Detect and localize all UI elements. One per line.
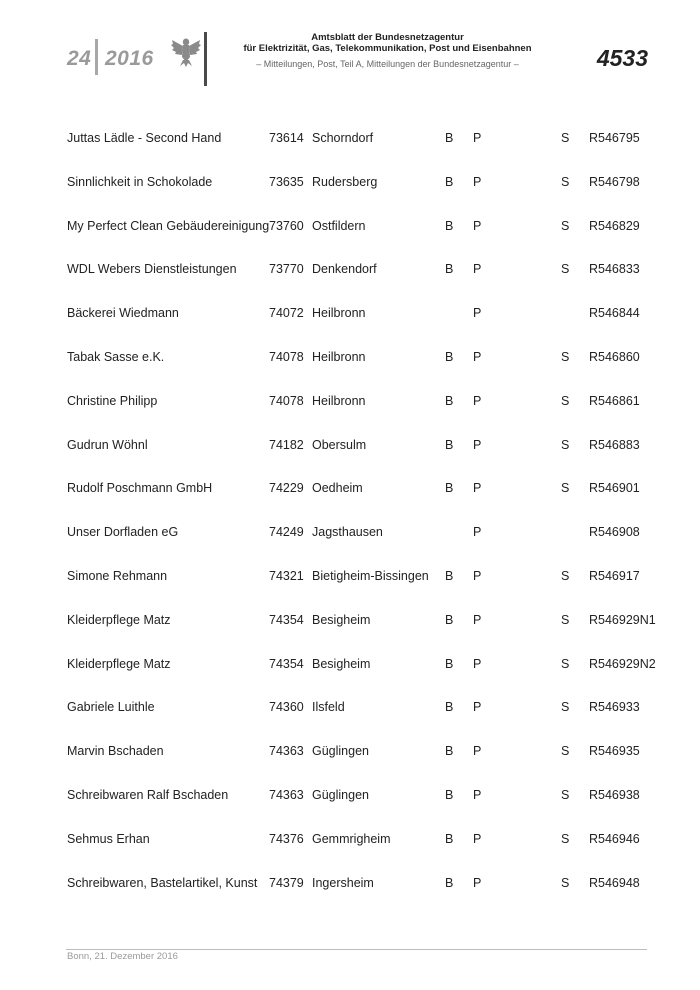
flag-b-cell: B xyxy=(445,262,454,277)
flag-p-cell: P xyxy=(473,788,482,802)
postal-code-cell: 73770 xyxy=(269,262,304,277)
table-row xyxy=(0,438,700,454)
postal-code-cell: 74363 xyxy=(269,744,304,759)
city-cell: Güglingen xyxy=(312,788,369,802)
postal-code-cell: 74354 xyxy=(269,656,304,671)
flag-s-cell: S xyxy=(561,656,570,671)
company-name-cell: Sinnlichkeit in Schokolade xyxy=(67,174,213,189)
table-row xyxy=(0,788,700,804)
flag-p-cell: P xyxy=(473,262,482,277)
flag-s-cell: S xyxy=(561,262,570,277)
issue-divider xyxy=(95,39,98,75)
flag-p-cell: P xyxy=(473,744,482,759)
company-name-cell: Sehmus Erhan xyxy=(67,831,150,846)
company-name-cell: Simone Rehmann xyxy=(67,569,168,583)
registration-number-cell: R546833 xyxy=(589,262,640,277)
city-cell: Obersulm xyxy=(312,437,367,452)
company-name-cell: Schreibwaren Ralf Bschaden xyxy=(67,788,229,802)
table-row xyxy=(0,876,700,892)
registration-number-cell: R546935 xyxy=(589,744,640,759)
flag-p-cell: P xyxy=(473,700,482,715)
postal-code-cell: 74182 xyxy=(269,437,304,452)
company-name-cell: Kleiderpflege Matz xyxy=(67,612,171,627)
flag-b-cell: B xyxy=(445,350,454,364)
flag-p-cell: P xyxy=(473,437,482,452)
city-cell: Gemmrigheim xyxy=(312,831,391,846)
flag-b-cell: B xyxy=(445,788,454,802)
header-divider xyxy=(204,32,207,86)
postal-code-cell: 74363 xyxy=(269,788,304,802)
flag-s-cell: S xyxy=(561,437,570,452)
flag-b-cell: B xyxy=(445,831,454,846)
table-row xyxy=(0,744,700,760)
flag-s-cell: S xyxy=(561,481,570,496)
flag-p-cell: P xyxy=(473,306,482,321)
registration-number-cell: R546795 xyxy=(589,131,640,145)
city-cell: Bietigheim-Bissingen xyxy=(312,569,429,583)
city-cell: Heilbronn xyxy=(312,393,366,408)
postal-code-cell: 74249 xyxy=(269,525,304,540)
flag-s-cell: S xyxy=(561,744,570,759)
city-cell: Rudersberg xyxy=(312,174,378,189)
postal-code-cell: 73614 xyxy=(269,131,304,145)
flag-b-cell: B xyxy=(445,612,454,627)
flag-s-cell: S xyxy=(561,393,570,408)
table-row xyxy=(0,175,700,191)
registration-number-cell: R546929N1 xyxy=(589,612,656,627)
city-cell: Jagsthausen xyxy=(312,525,383,540)
flag-b-cell: B xyxy=(445,131,454,145)
flag-p-cell: P xyxy=(473,612,482,627)
registration-number-cell: R546946 xyxy=(589,831,640,846)
flag-b-cell: B xyxy=(445,700,454,715)
city-cell: Güglingen xyxy=(312,744,369,759)
registration-number-cell: R546929N2 xyxy=(589,656,656,671)
flag-s-cell: S xyxy=(561,569,570,583)
registration-number-cell: R546917 xyxy=(589,569,640,583)
flag-p-cell: P xyxy=(473,393,482,408)
city-cell: Ostfildern xyxy=(312,218,366,233)
registration-number-cell: R546933 xyxy=(589,700,640,715)
flag-b-cell: B xyxy=(445,437,454,452)
flag-p-cell: P xyxy=(473,831,482,846)
company-name-cell: Rudolf Poschmann GmbH xyxy=(67,481,213,496)
registration-number-cell: R546908 xyxy=(589,525,640,540)
flag-s-cell: S xyxy=(561,831,570,846)
company-name-cell: Schreibwaren, Bastelartikel, Kunst xyxy=(67,875,258,890)
table-row xyxy=(0,131,700,147)
company-name-cell: Tabak Sasse e.K. xyxy=(67,350,165,364)
table-row xyxy=(0,350,700,366)
registration-number-cell: R546883 xyxy=(589,437,640,452)
table-row xyxy=(0,657,700,673)
registration-number-cell: R546798 xyxy=(589,174,640,189)
company-name-cell: Unser Dorfladen eG xyxy=(67,525,179,540)
company-name-cell: Christine Philipp xyxy=(67,393,158,408)
flag-p-cell: P xyxy=(473,569,482,583)
table-row xyxy=(0,569,700,585)
flag-s-cell: S xyxy=(561,700,570,715)
flag-p-cell: P xyxy=(473,174,482,189)
company-name-cell: Marvin Bschaden xyxy=(67,744,164,759)
registration-number-cell: R546948 xyxy=(589,875,640,890)
flag-b-cell: B xyxy=(445,393,454,408)
registration-number-cell: R546901 xyxy=(589,481,640,496)
flag-s-cell: S xyxy=(561,174,570,189)
postal-code-cell: 73760 xyxy=(269,218,304,233)
registration-number-cell: R546861 xyxy=(589,393,640,408)
city-cell: Heilbronn xyxy=(312,350,366,364)
flag-p-cell: P xyxy=(473,131,482,145)
city-cell: Ingersheim xyxy=(312,875,374,890)
gazette-subtitle: – Mitteilungen, Post, Teil A, Mitteilungen der Bundesnetzagentur – xyxy=(256,59,519,69)
table-row xyxy=(0,219,700,235)
gazette-title: Amtsblatt der Bundesnetzagentur xyxy=(311,32,464,43)
flag-b-cell: B xyxy=(445,744,454,759)
city-cell: Besigheim xyxy=(312,612,371,627)
flag-p-cell: P xyxy=(473,218,482,233)
table-row xyxy=(0,262,700,278)
flag-p-cell: P xyxy=(473,875,482,890)
federal-eagle-icon xyxy=(170,33,202,67)
flag-s-cell: S xyxy=(561,350,570,364)
company-name-cell: Kleiderpflege Matz xyxy=(67,656,171,671)
flag-b-cell: B xyxy=(445,656,454,671)
city-cell: Ilsfeld xyxy=(312,700,345,715)
company-name-cell: Juttas Lädle - Second Hand xyxy=(67,131,222,145)
postal-code-cell: 73635 xyxy=(269,174,304,189)
company-name-cell: WDL Webers Dienstleistungen xyxy=(67,262,237,277)
issue-year: 2016 xyxy=(105,47,154,70)
table-row xyxy=(0,306,700,322)
page-number: 4533 xyxy=(596,45,648,71)
table-row xyxy=(0,613,700,629)
table-row xyxy=(0,700,700,716)
footer-date: Bonn, 21. Dezember 2016 xyxy=(67,951,178,962)
flag-b-cell: B xyxy=(445,481,454,496)
postal-code-cell: 74321 xyxy=(269,569,304,583)
city-cell: Besigheim xyxy=(312,656,371,671)
issue-number: 24 xyxy=(67,47,92,70)
postal-code-cell: 74379 xyxy=(269,875,304,890)
registration-number-cell: R546844 xyxy=(589,306,640,321)
postal-code-cell: 74360 xyxy=(269,700,304,715)
postal-code-cell: 74072 xyxy=(269,306,304,321)
flag-s-cell: S xyxy=(561,131,570,145)
flag-b-cell: B xyxy=(445,218,454,233)
registration-number-cell: R546938 xyxy=(589,788,640,802)
flag-p-cell: P xyxy=(473,656,482,671)
company-name-cell: Gabriele Luithle xyxy=(67,700,155,715)
company-name-cell: My Perfect Clean Gebäudereinigung xyxy=(67,218,270,233)
registration-number-cell: R546860 xyxy=(589,350,640,364)
postal-code-cell: 74229 xyxy=(269,481,304,496)
company-name-cell: Gudrun Wöhnl xyxy=(67,437,148,452)
city-cell: Denkendorf xyxy=(312,262,377,277)
city-cell: Schorndorf xyxy=(312,131,374,145)
table-row xyxy=(0,481,700,497)
postal-code-cell: 74078 xyxy=(269,393,304,408)
flag-p-cell: P xyxy=(473,525,482,540)
city-cell: Oedheim xyxy=(312,481,363,496)
company-name-cell: Bäckerei Wiedmann xyxy=(67,306,179,321)
flag-b-cell: B xyxy=(445,174,454,189)
flag-s-cell: S xyxy=(561,218,570,233)
flag-p-cell: P xyxy=(473,350,482,364)
gazette-title-scope: für Elektrizität, Gas, Telekommunikation, Post und Eisenbahnen xyxy=(243,43,532,54)
registration-number-cell: R546829 xyxy=(589,218,640,233)
postal-code-cell: 74376 xyxy=(269,831,304,846)
table-row xyxy=(0,525,700,541)
footer-divider xyxy=(66,949,647,950)
table-row xyxy=(0,394,700,410)
flag-p-cell: P xyxy=(473,481,482,496)
flag-b-cell: B xyxy=(445,569,454,583)
postal-code-cell: 74078 xyxy=(269,350,304,364)
postal-code-cell: 74354 xyxy=(269,612,304,627)
city-cell: Heilbronn xyxy=(312,306,366,321)
flag-b-cell: B xyxy=(445,875,454,890)
flag-s-cell: S xyxy=(561,875,570,890)
flag-s-cell: S xyxy=(561,612,570,627)
flag-s-cell: S xyxy=(561,788,570,802)
table-row xyxy=(0,832,700,848)
